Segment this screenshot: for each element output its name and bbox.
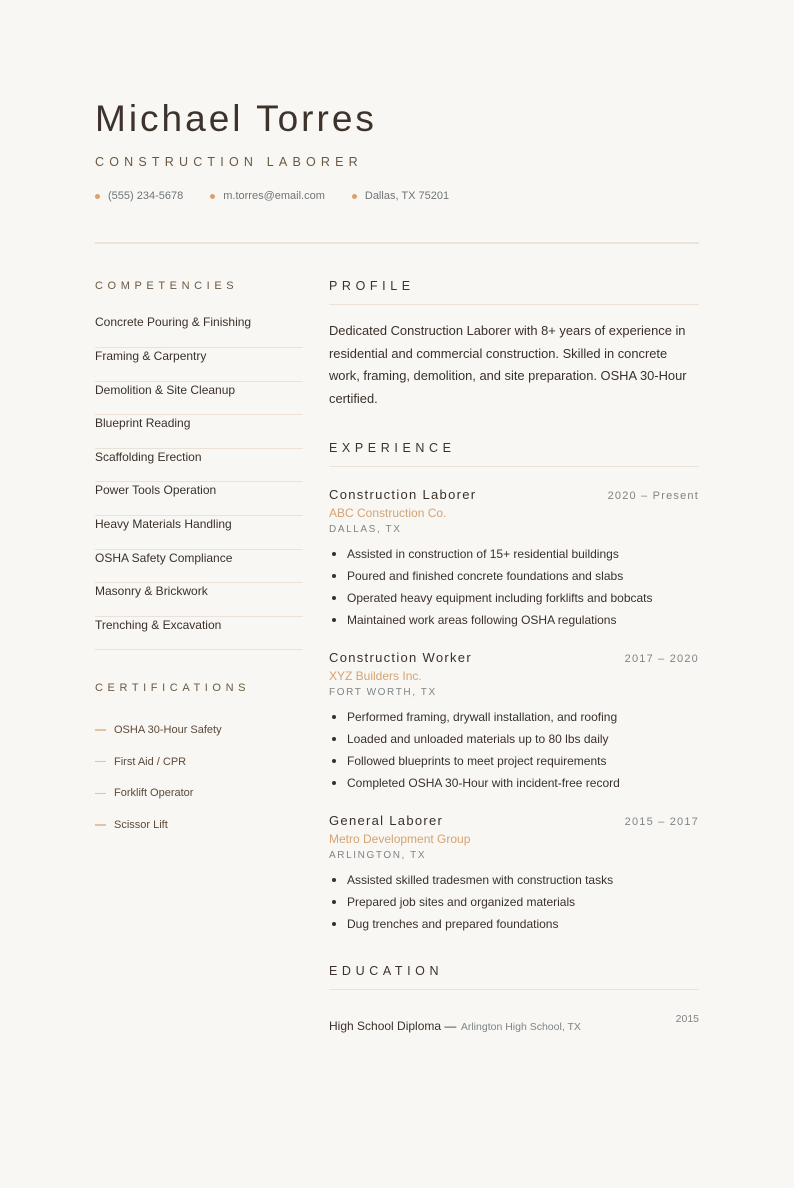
education-school: Arlington High School, TX xyxy=(460,1020,581,1033)
bullet-item: Poured and finished concrete foundations and slabs xyxy=(329,565,699,587)
competency-item xyxy=(95,617,303,651)
certification-label: Scissor Lift xyxy=(114,818,168,831)
job-title: CONSTRUCTION LABORER xyxy=(95,155,363,169)
competency-item xyxy=(95,550,303,584)
section-divider xyxy=(329,989,699,990)
dash-bullet-icon xyxy=(95,793,106,795)
competency-label: Blueprint Reading xyxy=(95,416,191,431)
competency-label: Concrete Pouring & Finishing xyxy=(95,315,252,329)
job-entry-title: Construction Laborer xyxy=(329,486,477,502)
job-entry xyxy=(329,487,699,631)
phone-text: (555) 234-5678 xyxy=(108,190,184,202)
resume-header xyxy=(95,98,699,202)
email-text: m.torres@email.com xyxy=(223,190,325,202)
education-section xyxy=(329,964,699,1035)
job-entry-dates: 2020 – Present xyxy=(607,489,699,502)
competency-label: Heavy Materials Handling xyxy=(95,516,232,531)
section-divider xyxy=(329,304,699,305)
bullet-item: Loaded and unloaded materials up to 80 lbs daily xyxy=(329,728,699,750)
certification-item xyxy=(95,746,303,778)
dot-bullet-icon xyxy=(95,194,100,199)
certification-label: First Aid / CPR xyxy=(114,755,187,768)
contact-phone xyxy=(95,190,183,202)
job-entry-location: DALLAS, TX xyxy=(329,523,402,535)
competency-item xyxy=(95,449,303,483)
competency-item xyxy=(95,348,303,382)
profile-heading: PROFILE xyxy=(329,279,415,293)
job-entry xyxy=(329,813,699,935)
job-entry-title: General Laborer xyxy=(329,812,444,828)
job-entry-location: ARLINGTON, TX xyxy=(329,849,427,861)
competency-label: OSHA Safety Compliance xyxy=(95,550,233,565)
education-entry xyxy=(329,1012,699,1035)
dash-bullet-icon xyxy=(95,729,106,731)
certification-item xyxy=(95,778,303,810)
education-heading: EDUCATION xyxy=(329,963,444,978)
job-entry-bullets xyxy=(329,869,699,935)
job-entry-location: FORT WORTH, TX xyxy=(329,686,437,698)
contact-email xyxy=(210,190,325,202)
header-divider xyxy=(95,242,699,244)
competency-item xyxy=(95,516,303,550)
job-entry-company: Metro Development Group xyxy=(329,831,471,846)
dash-bullet-icon xyxy=(95,761,106,763)
competency-item xyxy=(95,482,303,516)
dash-bullet-icon xyxy=(95,824,106,826)
job-entry-title: Construction Worker xyxy=(329,649,472,665)
bullet-item: Assisted skilled tradesmen with construction tasks xyxy=(329,869,699,891)
contact-location xyxy=(352,190,449,202)
profile-section xyxy=(329,279,699,411)
education-year: 2015 xyxy=(675,1012,699,1025)
dot-bullet-icon xyxy=(352,194,357,199)
experience-heading: EXPERIENCE xyxy=(329,440,456,455)
competency-label: Framing & Carpentry xyxy=(95,349,207,363)
bullet-item: Followed blueprints to meet project requirements xyxy=(329,750,699,772)
certification-label: OSHA 30-Hour Safety xyxy=(114,724,222,737)
competency-label: Scaffolding Erection xyxy=(95,449,202,464)
competency-label: Demolition & Site Cleanup xyxy=(95,382,236,397)
bullet-item: Dug trenches and prepared foundations xyxy=(329,913,699,935)
education-degree: High School Diploma — xyxy=(329,1018,457,1033)
dot-bullet-icon xyxy=(210,194,215,199)
certification-item xyxy=(95,714,303,746)
competencies-heading: COMPETENCIES xyxy=(95,280,239,292)
bullet-item: Completed OSHA 30-Hour with incident-free record xyxy=(329,772,699,794)
job-entry-dates: 2017 – 2020 xyxy=(624,652,699,665)
competency-item xyxy=(95,583,303,617)
section-divider xyxy=(329,466,699,467)
certification-item xyxy=(95,809,303,841)
bullet-item: Prepared job sites and organized materials xyxy=(329,891,699,913)
certification-label: Forklift Operator xyxy=(114,787,194,800)
competencies-list xyxy=(95,314,303,650)
competency-label: Masonry & Brickwork xyxy=(95,584,208,599)
job-entry-company: ABC Construction Co. xyxy=(329,505,447,520)
bullet-item: Assisted in construction of 15+ residential buildings xyxy=(329,543,699,565)
certifications-heading: CERTIFICATIONS xyxy=(95,682,251,695)
bullet-item: Performed framing, drywall installation, and roofing xyxy=(329,706,699,728)
competency-item xyxy=(95,382,303,416)
competency-label: Trenching & Excavation xyxy=(95,617,222,632)
job-entry-dates: 2015 – 2017 xyxy=(624,815,699,828)
competency-item xyxy=(95,415,303,449)
competency-label: Power Tools Operation xyxy=(95,483,217,498)
bullet-item: Operated heavy equipment including forklifts and bobcats xyxy=(329,587,699,609)
experience-section xyxy=(329,441,699,935)
bullet-item: Maintained work areas following OSHA regulations xyxy=(329,609,699,631)
location-text: Dallas, TX 75201 xyxy=(364,190,450,202)
sidebar xyxy=(95,280,303,841)
contact-info xyxy=(95,190,699,202)
candidate-name: Michael Torres xyxy=(95,98,377,139)
job-entry-company: XYZ Builders Inc. xyxy=(329,668,422,683)
certifications-list xyxy=(95,714,303,840)
job-entry xyxy=(329,650,699,794)
competency-item xyxy=(95,314,303,348)
job-entry-bullets xyxy=(329,706,699,794)
profile-summary: Dedicated Construction Laborer with 8+ years of experience in residential and commercial construction. Skilled in concrete work, framing, demolition, and site preparation. OSHA 30-Hour certified. xyxy=(329,323,687,407)
job-entry-bullets xyxy=(329,543,699,631)
main-content xyxy=(329,279,699,1035)
